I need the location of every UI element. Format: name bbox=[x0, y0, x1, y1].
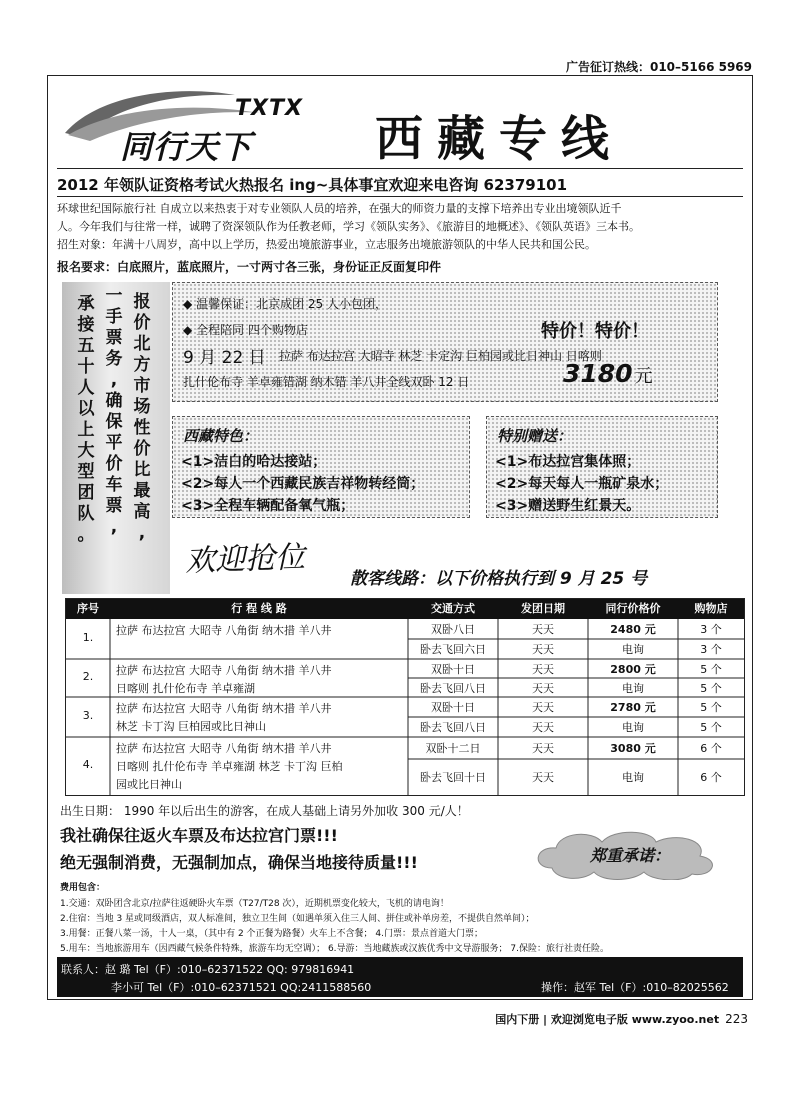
feature-item: <1>洁白的哈达接站； bbox=[181, 454, 327, 470]
table-cell-price: 电询 bbox=[622, 681, 644, 695]
gift-item: <2>每天每人一瓶矿泉水； bbox=[495, 476, 669, 492]
table-header: 同行价格价 bbox=[588, 599, 678, 619]
route-description: 林芝 卡丁沟 巨柏园或比日神山 bbox=[116, 720, 266, 733]
table-header: 购物店 bbox=[678, 599, 744, 619]
feature-item: <3>全程车辆配备氧气瓶； bbox=[181, 498, 355, 514]
banner-col-mid: 一 手 票 务 , 确 保 平 价 车 票 , bbox=[105, 286, 123, 537]
table-cell-date: 天天 bbox=[532, 742, 554, 755]
table-cell-price: 电询 bbox=[622, 721, 644, 734]
intro-line: 环球世纪国际旅行社 自成立以来热衷于对专业领队人员的培养，在强大的师资力量的支撑下培养出专业出境领队近千 bbox=[57, 202, 622, 215]
table-cell-transport: 卧去飞回十日 bbox=[420, 771, 486, 784]
route-description: 拉萨 布达拉宫 大昭寺 八角街 纳木措 羊八井 bbox=[116, 702, 332, 715]
guarantee-line: 我社确保往返火车票及布达拉宫门票!!! bbox=[60, 826, 338, 845]
feature-item: <2>每人一个西藏民族吉祥物转经筒； bbox=[181, 476, 425, 492]
promo-date: 9 月 22 日 bbox=[183, 348, 266, 368]
requirements: 报名要求：白底照片，蓝底照片，一寸两寸各三张，身份证正反面复印件 bbox=[57, 260, 442, 274]
table-cell-transport: 双卧八日 bbox=[431, 623, 475, 636]
table-cell-date: 天天 bbox=[532, 771, 554, 784]
table-cell-date: 天天 bbox=[532, 643, 554, 656]
fee-item: 5.用车：当地旅游用车（因西藏气候条件特殊，旅游车均无空调）； 6.导游：当地藏族或汉族优秀中文导游服务； 7.保险：旅行社责任险。 bbox=[60, 944, 609, 954]
table-cell-price: 电询 bbox=[622, 771, 644, 784]
features-title: 西藏特色： bbox=[183, 427, 259, 445]
intro-text bbox=[57, 200, 747, 254]
table-cell-shops: 3 个 bbox=[700, 623, 722, 636]
table-cell-date: 天天 bbox=[532, 701, 554, 714]
table-cell-date: 天天 bbox=[532, 623, 554, 636]
table-cell-transport: 卧去飞回八日 bbox=[420, 721, 486, 734]
ad-hotline: 广告征订热线：010–5166 5969 bbox=[565, 60, 752, 74]
table-cell-shops: 5 个 bbox=[700, 681, 722, 695]
table-cell-shops: 6 个 bbox=[700, 742, 722, 755]
fees-title: 费用包含： bbox=[60, 883, 106, 893]
table-cell-shops: 5 个 bbox=[700, 662, 722, 676]
gifts-title: 特别赠送： bbox=[497, 427, 573, 445]
row-number: 2. bbox=[82, 670, 94, 683]
table-cell-price: 2480 元 bbox=[610, 623, 656, 636]
table-cell-price: 3080 元 bbox=[610, 742, 656, 755]
page-footer: 国内下册 | 欢迎浏览电子版 www.zyoo.net 223 bbox=[495, 1012, 748, 1026]
logo-text-cn: 同行天下 bbox=[120, 128, 253, 166]
contact-line: 操作：赵军 Tel（F）:010–82025562 bbox=[541, 981, 729, 994]
table-cell-shops: 3 个 bbox=[700, 643, 722, 656]
table-cell-transport: 卧去飞回八日 bbox=[420, 681, 486, 695]
birth-date-note: 出生日期： 1990 年以后出生的游客，在成人基础上请另外加收 300 元/人！ bbox=[60, 804, 469, 818]
table-cell-transport: 双卧十日 bbox=[431, 662, 475, 676]
fee-item: 2.住宿：当地 3 星或同级酒店，双人标准间，独立卫生间（如遇单须入住三人间、拼住或补单房差，不提供自然单间）； bbox=[60, 914, 535, 924]
gift-item: <1>布达拉宫集体照； bbox=[495, 454, 641, 470]
table-header: 序号 bbox=[66, 599, 110, 619]
table-cell-transport: 双卧十二日 bbox=[425, 742, 481, 755]
contact-line: 李小可 Tel（F）:010–62371521 QQ:2411588560 bbox=[111, 981, 372, 994]
table-cell-date: 天天 bbox=[532, 721, 554, 734]
route-table bbox=[65, 598, 745, 796]
gifts-box bbox=[486, 416, 718, 518]
fee-item: 3.用餐：正餐八菜一汤，十人一桌，（其中有 2 个正餐为路餐）火车上不含餐； 4.门票：景点首道大门票； bbox=[60, 929, 483, 939]
route-description: 日喀则 扎什伦布寺 羊卓雍湖 林芝 卡丁沟 巨柏 bbox=[116, 760, 343, 773]
route-description: 拉萨 布达拉宫 大昭寺 八角街 纳木措 羊八井 bbox=[116, 664, 332, 677]
table-header: 发团日期 bbox=[498, 599, 588, 619]
divider bbox=[57, 196, 743, 197]
table-cell-shops: 5 个 bbox=[700, 721, 722, 734]
promo-box bbox=[172, 282, 718, 402]
fee-item: 1.交通：双卧团含北京/拉萨往返硬卧火车票（T27/T28 次），近期机票变化较大，飞机的请电询！ bbox=[60, 899, 449, 909]
table-header: 行 程 线 路 bbox=[110, 599, 408, 619]
route-description: 拉萨 布达拉宫 大昭寺 八角街 纳木措 羊八井 bbox=[116, 624, 332, 637]
table-cell-shops: 6 个 bbox=[700, 771, 722, 784]
row-number: 1. bbox=[82, 631, 94, 644]
side-banner bbox=[62, 282, 170, 594]
table-cell-date: 天天 bbox=[532, 681, 554, 695]
table-cell-price: 电询 bbox=[622, 643, 644, 656]
page-title: 西藏专线 bbox=[375, 111, 624, 167]
page-number: 223 bbox=[725, 1012, 748, 1026]
promo-line: ◆ 温馨保证：北京成团 25 人小包团， bbox=[183, 297, 387, 311]
contact-bar bbox=[57, 957, 743, 997]
intro-line: 招生对象：年满十八周岁，高中以上学历，热爱出境旅游事业，立志服务出境旅游领队的中华人民共和国公民。 bbox=[57, 238, 596, 251]
features-box bbox=[172, 416, 470, 518]
contact-line: 联系人：赵 璐 Tel（F）:010–62371522 QQ: 979816941 bbox=[61, 963, 355, 976]
welcome-script: 欢迎抢位 bbox=[184, 539, 306, 580]
table-cell-price: 2780 元 bbox=[610, 701, 656, 714]
table-cell-transport: 卧去飞回六日 bbox=[420, 643, 486, 656]
logo-text-en: TXTX bbox=[235, 96, 303, 121]
gift-item: <3>赠送野生红景天。 bbox=[495, 498, 641, 514]
divider bbox=[57, 168, 743, 169]
guarantee-line: 绝无强制消费，无强制加点，确保当地接待质量!!! bbox=[60, 853, 418, 872]
table-cell-shops: 5 个 bbox=[700, 701, 722, 714]
banner-col-right: 报 价 北 方 市 场 性 价 比 最 高 , bbox=[133, 292, 151, 543]
table-cell-transport: 双卧十日 bbox=[431, 701, 475, 714]
route-description: 拉萨 布达拉宫 大昭寺 八角街 纳木措 羊八井 bbox=[116, 742, 332, 755]
promo-price: 3180 元 bbox=[563, 359, 653, 388]
table-header: 交通方式 bbox=[408, 599, 498, 619]
banner-col-left: 承 接 五 十 人 以 上 大 型 团 队 。 bbox=[77, 294, 95, 545]
route-description: 日喀则 扎什伦布寺 羊卓雍湖 bbox=[116, 682, 255, 695]
intro-line: 人。今年我们与往常一样，诚聘了资深领队作为任教老师，学习《领队实务》、《旅游目的地概述》、《领队英语》三本书。 bbox=[57, 220, 640, 233]
headline: 2012 年领队证资格考试火热报名 ing~具体事宜欢迎来电咨询 62379101 bbox=[57, 176, 568, 194]
table-cell-date: 天天 bbox=[532, 662, 554, 676]
special-price-label: 特价！特价！ bbox=[541, 321, 649, 342]
promo-route: 拉萨 布达拉宫 大昭寺 林芝 卡定沟 巨柏园或比日神山 日喀则 bbox=[279, 349, 602, 363]
table-cell-price: 2800 元 bbox=[610, 662, 656, 676]
promo-line: ◆ 全程陪同 四个购物店 bbox=[183, 323, 308, 337]
row-number: 4. bbox=[82, 758, 94, 771]
promise-label: 郑重承诺： bbox=[590, 846, 671, 865]
row-number: 3. bbox=[82, 709, 94, 722]
route-description: 园或比日神山 bbox=[116, 778, 182, 791]
promo-route: 扎什伦布寺 羊卓雍错湖 纳木错 羊八井全线双卧 12 日 bbox=[183, 375, 470, 389]
route-title: 散客线路：以下价格执行到 9 月 25 号 bbox=[350, 569, 648, 589]
